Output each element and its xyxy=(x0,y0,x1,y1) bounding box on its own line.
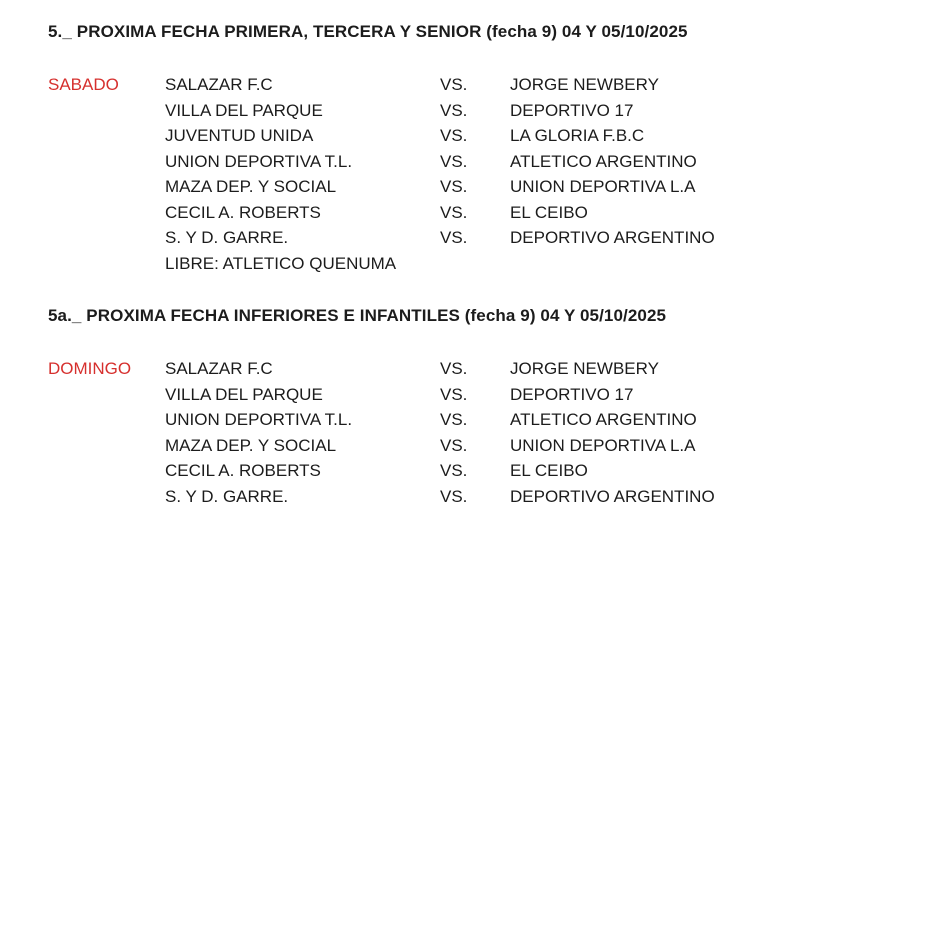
match-row xyxy=(48,174,920,200)
away-team: UNION DEPORTIVA L.A xyxy=(510,177,696,196)
match-row xyxy=(48,200,920,226)
match-row xyxy=(48,72,920,98)
vs-label: VS. xyxy=(440,359,468,378)
home-team: MAZA DEP. Y SOCIAL xyxy=(165,435,337,455)
match-row xyxy=(48,484,920,510)
vs-label: VS. xyxy=(440,410,468,429)
home-team: UNION DEPORTIVA T.L. xyxy=(165,151,353,171)
away-team: LA GLORIA F.B.C xyxy=(510,126,645,145)
section-1-fixtures xyxy=(48,72,920,276)
vs-label: VS. xyxy=(440,202,468,222)
home-team: SALAZAR F.C xyxy=(165,75,273,94)
match-row xyxy=(48,433,920,459)
vs-label: VS. xyxy=(440,126,468,145)
bye-row xyxy=(48,251,920,277)
away-team: ATLETICO ARGENTINO xyxy=(510,151,697,171)
home-team: SALAZAR F.C xyxy=(165,359,273,378)
vs-label: VS. xyxy=(440,228,468,247)
home-team: VILLA DEL PARQUE xyxy=(165,384,323,404)
home-team: MAZA DEP. Y SOCIAL xyxy=(165,177,337,196)
section-2-heading: 5a._ PROXIMA FECHA INFERIORES E INFANTILES (fecha 9) 04 Y 05/10/2025 xyxy=(48,306,667,325)
home-team: S. Y D. GARRE. xyxy=(165,228,289,247)
home-team: VILLA DEL PARQUE xyxy=(165,100,323,120)
section-1-heading: 5._ PROXIMA FECHA PRIMERA, TERCERA Y SENIOR (fecha 9) 04 Y 05/10/2025 xyxy=(48,22,688,41)
home-team: JUVENTUD UNIDA xyxy=(165,126,314,145)
vs-label: VS. xyxy=(440,75,468,94)
away-team: DEPORTIVO 17 xyxy=(510,384,634,404)
away-team: DEPORTIVO 17 xyxy=(510,100,634,120)
away-team: ATLETICO ARGENTINO xyxy=(510,410,697,429)
away-team: DEPORTIVO ARGENTINO xyxy=(510,486,715,506)
away-team: DEPORTIVO ARGENTINO xyxy=(510,228,715,247)
vs-label: VS. xyxy=(440,461,468,480)
home-team: CECIL A. ROBERTS xyxy=(165,461,321,480)
vs-label: VS. xyxy=(440,486,468,506)
section-2-fixtures xyxy=(48,356,920,509)
vs-label: VS. xyxy=(440,384,468,404)
match-row xyxy=(48,458,920,484)
match-row xyxy=(48,356,920,382)
away-team: EL CEIBO xyxy=(510,202,588,222)
away-team: JORGE NEWBERY xyxy=(510,359,659,378)
match-row xyxy=(48,98,920,124)
vs-label: VS. xyxy=(440,151,468,171)
match-row xyxy=(48,149,920,175)
day-spacer xyxy=(48,251,165,277)
vs-label: VS. xyxy=(440,100,468,120)
match-row xyxy=(48,382,920,408)
away-team: JORGE NEWBERY xyxy=(510,75,659,94)
away-team: EL CEIBO xyxy=(510,461,588,480)
match-row xyxy=(48,407,920,433)
match-row xyxy=(48,225,920,251)
home-team: S. Y D. GARRE. xyxy=(165,486,289,506)
vs-label: VS. xyxy=(440,435,468,455)
away-team: UNION DEPORTIVA L.A xyxy=(510,435,696,455)
home-team: CECIL A. ROBERTS xyxy=(165,202,321,222)
bye-note: LIBRE: ATLETICO QUENUMA xyxy=(165,253,397,273)
day-label: SABADO xyxy=(48,75,119,94)
day-label: DOMINGO xyxy=(48,359,132,378)
match-row xyxy=(48,123,920,149)
vs-label: VS. xyxy=(440,177,468,196)
home-team: UNION DEPORTIVA T.L. xyxy=(165,410,353,429)
